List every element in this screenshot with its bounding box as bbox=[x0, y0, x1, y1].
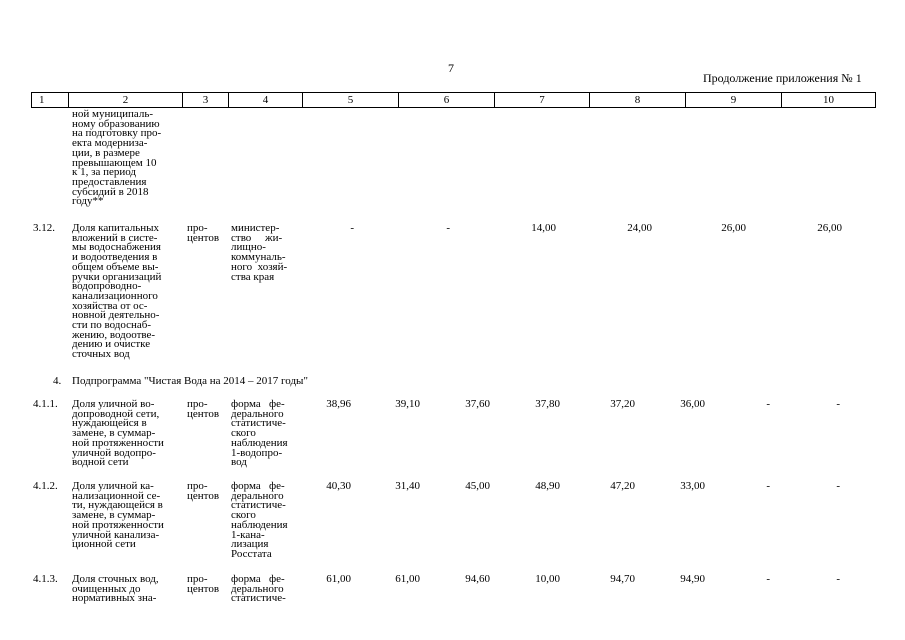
value-cell: - bbox=[836, 480, 840, 492]
value-cell: 94,90 bbox=[680, 573, 705, 585]
value-cell: 37,20 bbox=[610, 398, 635, 410]
row-number: 4.1.1. bbox=[33, 398, 58, 410]
column-header: 9 bbox=[686, 93, 782, 108]
continuation-label: Продолжение приложения № 1 bbox=[703, 71, 862, 85]
continued-indicator-text: ной муниципаль- ному образованию на подготовку про- екта модерниза- ции, в размере превышающем 10 к 1, за период предоставления субсидий в 2018 году** bbox=[72, 108, 162, 208]
row-number: 3.12. bbox=[33, 222, 55, 234]
value-cell: - bbox=[766, 573, 770, 585]
value-cell: 47,20 bbox=[610, 480, 635, 492]
column-header: 3 bbox=[183, 93, 229, 108]
unit-cell: про- центов bbox=[187, 222, 220, 244]
page-number: 7 bbox=[448, 61, 454, 75]
value-cell: 38,96 bbox=[326, 398, 351, 410]
value-cell: 10,00 bbox=[535, 573, 560, 585]
value-cell: 24,00 bbox=[627, 222, 652, 234]
value-cell: 31,40 bbox=[395, 480, 420, 492]
column-header: 8 bbox=[590, 93, 686, 108]
column-header: 10 bbox=[782, 93, 876, 108]
value-cell: - bbox=[766, 480, 770, 492]
value-cell: - bbox=[836, 398, 840, 410]
value-cell: 33,00 bbox=[680, 480, 705, 492]
value-cell: 37,80 bbox=[535, 398, 560, 410]
indicator-name: Доля уличной во- допроводной сети, нуждающейся в замене, в суммар- ной протяженности уличной водопро- водной сети bbox=[72, 398, 164, 469]
unit-cell: про- центов bbox=[187, 573, 220, 595]
value-cell: 61,00 bbox=[326, 573, 351, 585]
value-cell: 14,00 bbox=[531, 222, 556, 234]
value-cell: 94,70 bbox=[610, 573, 635, 585]
column-header: 4 bbox=[229, 93, 303, 108]
value-cell: - bbox=[766, 398, 770, 410]
column-header: 1 bbox=[32, 93, 69, 108]
column-header: 5 bbox=[303, 93, 399, 108]
unit-cell: про- центов bbox=[187, 398, 220, 420]
value-cell: 26,00 bbox=[721, 222, 746, 234]
subprogram-title: Подпрограмма "Чистая Вода на 2014 – 2017 годы" bbox=[72, 375, 308, 387]
column-header: 2 bbox=[69, 93, 183, 108]
value-cell: 45,00 bbox=[465, 480, 490, 492]
value-cell: 37,60 bbox=[465, 398, 490, 410]
column-header-row bbox=[31, 92, 876, 108]
value-cell: 94,60 bbox=[465, 573, 490, 585]
source-cell: форма фе- дерального статистиче- bbox=[231, 573, 286, 605]
column-header: 6 bbox=[399, 93, 495, 108]
value-cell: 39,10 bbox=[395, 398, 420, 410]
value-cell: 26,00 bbox=[817, 222, 842, 234]
value-cell: 36,00 bbox=[680, 398, 705, 410]
indicator-name: Доля капитальных вложений в систе- мы водоснабжения и водоотведения в общем объеме вы- ручки организаций водопроводно- канализационного хозяйства от ос- новной деятельно- сти по водоснаб- жению, водоотве- дению и очистке сточных вод bbox=[72, 222, 162, 361]
column-header: 7 bbox=[495, 93, 590, 108]
value-cell: - bbox=[836, 573, 840, 585]
indicator-name: Доля уличной ка- нализационной се- ти, нуждающейся в замене, в суммар- ной протяженности уличной канализа- ционной сети bbox=[72, 480, 164, 551]
source-cell: форма фе- дерального статистиче- ского наблюдения 1-кана- лизация Росстата bbox=[231, 480, 288, 560]
indicator-name: Доля сточных вод, очищенных до нормативных зна- bbox=[72, 573, 159, 605]
value-cell: 48,90 bbox=[535, 480, 560, 492]
source-cell: форма фе- дерального статистиче- ского наблюдения 1-водопро- вод bbox=[231, 398, 288, 469]
value-cell: - bbox=[350, 222, 354, 234]
unit-cell: про- центов bbox=[187, 480, 220, 502]
subprogram-number: 4. bbox=[53, 375, 62, 387]
source-cell: министер- ство жи- лищно- коммуналь- ного хозяй- ства края bbox=[231, 222, 288, 283]
row-number: 4.1.3. bbox=[33, 573, 58, 585]
value-cell: 61,00 bbox=[395, 573, 420, 585]
row-number: 4.1.2. bbox=[33, 480, 58, 492]
value-cell: 40,30 bbox=[326, 480, 351, 492]
value-cell: - bbox=[446, 222, 450, 234]
